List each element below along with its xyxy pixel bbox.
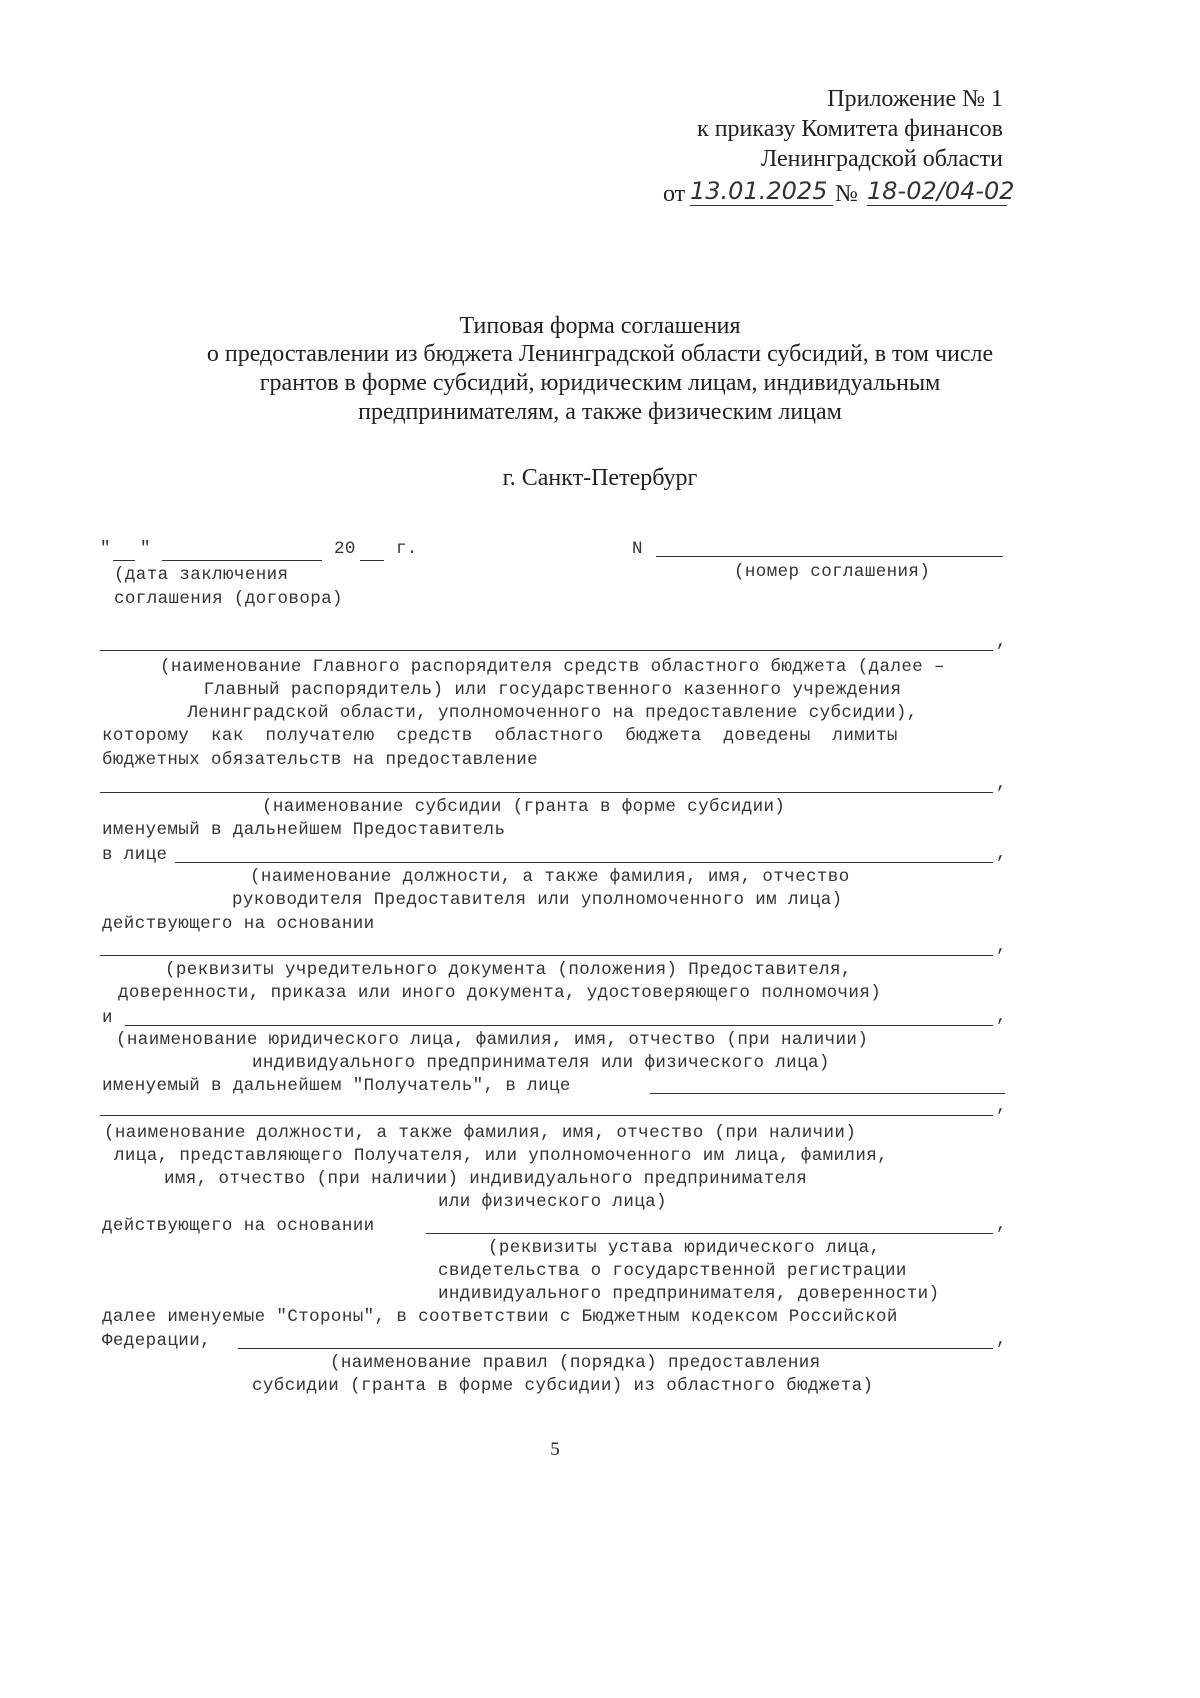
position-caption-1: (наименование должности, а также фамилия, имя, отчество — [250, 867, 850, 887]
date-caption-2: соглашения (договора) — [114, 589, 343, 609]
date-year: 20 — [334, 539, 356, 559]
recipient-text: именуемый в дальнейшем "Получатель", в лице — [102, 1076, 571, 1096]
rules-caption-2: субсидии (гранта в форме субсидии) из областного бюджета) — [252, 1376, 874, 1396]
date-caption-1: (дата заключения — [114, 565, 289, 585]
subsidy-caption: (наименование субсидии (гранта в форме субсидии) — [262, 797, 786, 817]
requisites-blank — [100, 955, 993, 956]
basis-text: действующего на основании — [102, 914, 375, 934]
requisites-comma: , — [996, 937, 1007, 957]
person-comma: , — [996, 844, 1007, 864]
date-year-blank — [360, 560, 384, 561]
position-caption-2: руководителя Предоставителя или уполномоченного им лица) — [232, 890, 843, 910]
legal-caption-1: (наименование юридического лица, фамилия, имя, отчество (при наличии) — [116, 1030, 869, 1050]
header-region: Ленинградской области — [760, 146, 1003, 172]
date-year-suffix: г. — [396, 539, 418, 559]
header-date-prefix: от — [663, 181, 686, 207]
charter-caption-3: индивидуального предпринимателя, доверенности) — [438, 1284, 940, 1304]
city: г. Санкт-Петербург — [502, 465, 698, 491]
distributor-caption-1: (наименование Главного распорядителя средств областного бюджета (далее – — [160, 657, 945, 677]
charter-caption-1: (реквизиты устава юридического лица, — [488, 1238, 881, 1258]
header-date-value: 13.01.2025 — [690, 177, 828, 205]
header-number-underline — [867, 205, 1007, 206]
charter-caption-2: свидетельства о государственной регистрации — [438, 1261, 907, 1281]
charter-blank — [426, 1233, 993, 1234]
basis-text-2: действующего на основании — [102, 1216, 375, 1236]
number-caption: (номер соглашения) — [734, 562, 931, 582]
recipient-caption-3: имя, отчество (при наличии) индивидуального предпринимателя — [164, 1169, 808, 1189]
requisites-caption-1: (реквизиты учредительного документа (положения) Предоставителя, — [165, 960, 852, 980]
distributor-blank — [100, 650, 993, 651]
rules-comma: , — [996, 1330, 1007, 1350]
parties-text: далее именуемые "Стороны", в соответствии с Бюджетным кодексом Российской — [102, 1307, 898, 1327]
distributor-caption-2: Главный распорядитель) или государственного казенного учреждения — [203, 680, 902, 700]
recipient-caption-1: (наименование должности, а также фамилия, имя, отчество (при наличии) — [104, 1123, 857, 1143]
person-blank — [175, 862, 993, 863]
and-label: и — [102, 1008, 113, 1028]
subsidy-blank — [100, 792, 993, 793]
date-month-blank — [162, 560, 322, 561]
limits-text-1: которому как получателю средств областного бюджета доведены лимиты — [102, 726, 898, 746]
charter-comma: , — [996, 1215, 1007, 1235]
recipient-caption-4: или физического лица) — [438, 1192, 667, 1212]
date-quote-close: " — [140, 539, 151, 559]
recipient-caption-2: лица, представляющего Получателя, или уполномоченного им лица, фамилия, — [114, 1146, 889, 1166]
distributor-caption-3: Ленинградской области, уполномоченного на предоставление субсидии), — [187, 703, 918, 723]
person-label: в лице — [102, 845, 168, 865]
header-appendix: Приложение № 1 — [827, 86, 1003, 112]
subsidy-comma: , — [996, 774, 1007, 794]
header-number-value: 18-02/04-02 — [867, 177, 1015, 205]
distributor-comma: , — [996, 632, 1007, 652]
provider-text: именуемый в дальнейшем Предоставитель — [102, 820, 506, 840]
recipient-blank-1 — [650, 1093, 1005, 1094]
rules-blank — [238, 1348, 993, 1349]
requisites-caption-2: доверенности, приказа или иного документа, удостоверяющего полномочия) — [118, 983, 882, 1003]
legal-caption-2: индивидуального предпринимателя или физического лица) — [252, 1053, 830, 1073]
header-date-underline — [690, 205, 833, 206]
number-label: N — [632, 539, 643, 559]
header-number-prefix: № — [835, 181, 858, 207]
date-day-blank — [113, 560, 135, 561]
legal-comma: , — [996, 1007, 1007, 1027]
header-order: к приказу Комитета финансов — [697, 116, 1003, 142]
page-number: 5 — [550, 1439, 560, 1460]
date-quote-open: " — [100, 539, 111, 559]
rules-caption-1: (наименование правил (порядка) предоставления — [330, 1353, 821, 1373]
title-line-4: предпринимателям, а также физическим лицам — [358, 399, 842, 425]
limits-text-2: бюджетных обязательств на предоставление — [102, 750, 539, 770]
recipient-comma: , — [996, 1097, 1007, 1117]
legal-blank — [125, 1025, 993, 1026]
number-blank — [656, 556, 1003, 557]
federation-label: Федерации, — [102, 1331, 212, 1351]
recipient-blank-2 — [100, 1115, 993, 1116]
title-line-2: о предоставлении из бюджета Ленинградской области субсидий, в том числе — [206, 341, 994, 367]
title-line-1: Типовая форма соглашения — [459, 313, 741, 339]
title-line-3: грантов в форме субсидий, юридическим лицам, индивидуальным — [259, 370, 941, 396]
